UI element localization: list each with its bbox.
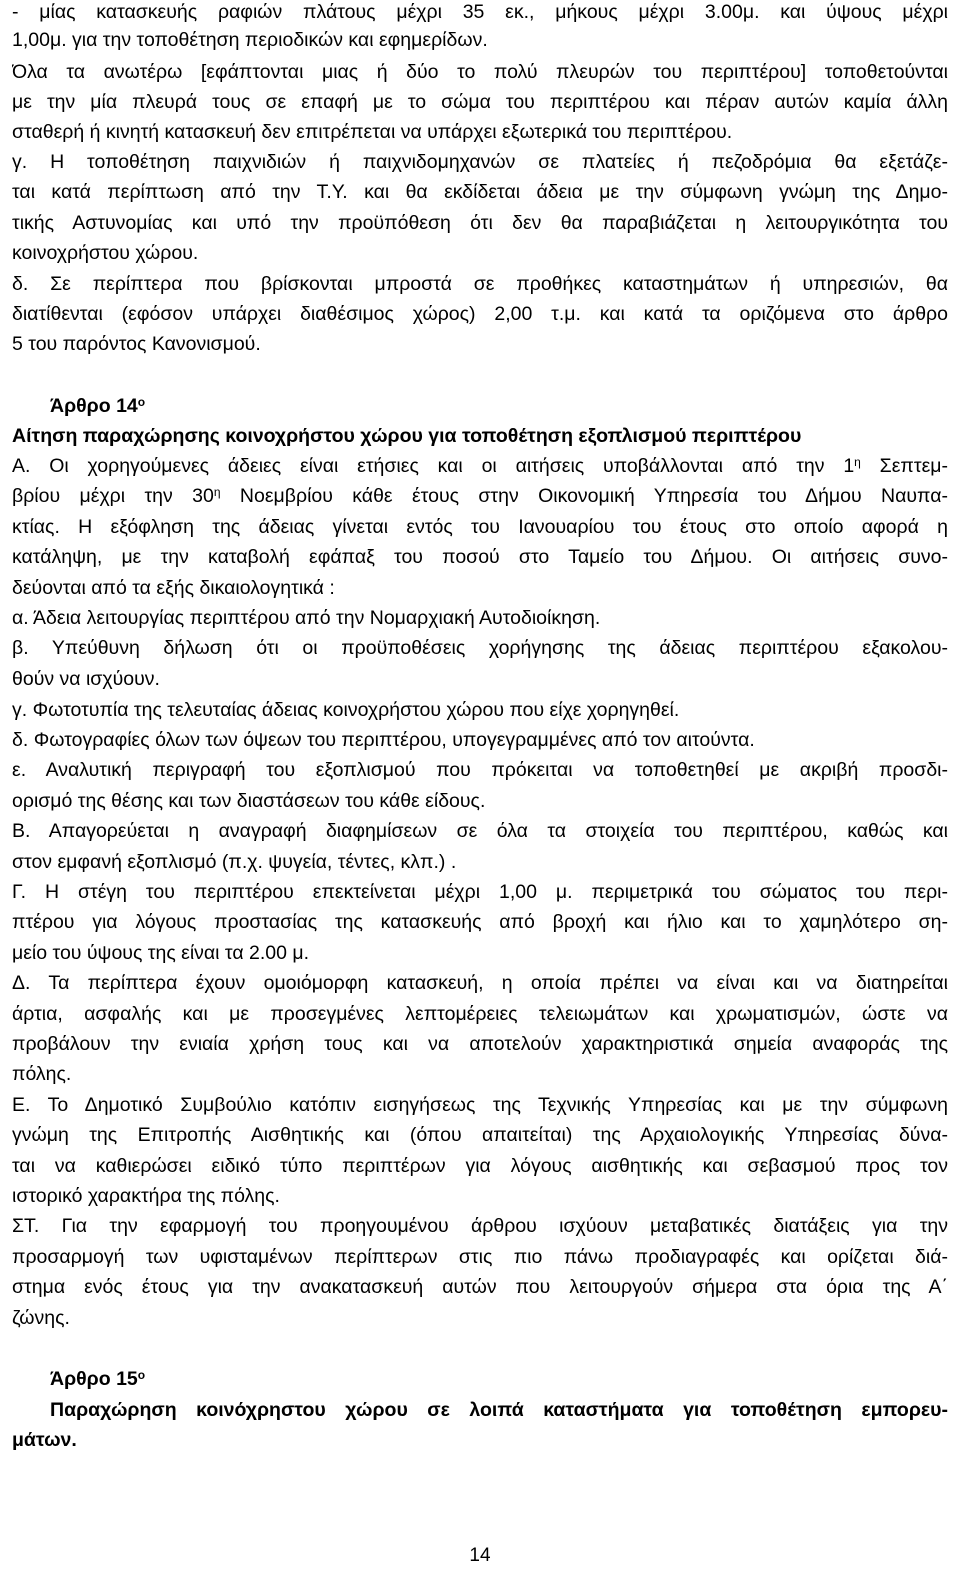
text-line: γ. Φωτοτυπία της τελευταίας άδειας κοινοχρήστου χώρου που είχε χορηγηθεί. [12, 699, 680, 721]
text-line: 5 του παρόντος Κανονισμού. [12, 333, 261, 355]
page-number: 14 [469, 1545, 491, 1566]
article-15-title-cont: μάτων. [12, 1429, 77, 1451]
text-line: άρτια, ασφαλής και με προσεγμένες λεπτομέρειες τελειωμάτων και χρωματισμών, ώστε να [12, 1003, 948, 1025]
text-line: ται να καθιερώσει ειδικό τύπο περιπτέρων για λόγους αισθητικής και σεβασμού προς τον [12, 1155, 948, 1177]
article-15-heading: Άρθρο $15^o$ [50, 1368, 146, 1390]
text-line: δ. Σε περίπτερα που βρίσκονται μπροστά σε προθήκες καταστημάτων ή υπηρεσιών, θα [12, 273, 948, 295]
text-line: τικής Αστυνομίας και υπό την προϋπόθεση ότι δεν θα παραβιάζεται η λειτουργικότητα του [12, 212, 948, 234]
text-line: βρίου μέχρι την $30^\eta$ Νοεμβρίου κάθε έτους στην Οικονομική Υπηρεσία του Δήμου Ναυπα- [12, 485, 948, 507]
text-line: Γ. Η στέγη του περιπτέρου επεκτείνεται μέχρι 1,00 μ. περιμετρικά του σώματος του περι- [12, 881, 948, 903]
text-line: ΣΤ. Για την εφαρμογή του προηγουμένου άρθρου ισχύουν μεταβατικές διατάξεις για την [12, 1215, 948, 1237]
text-line: δεύονται από τα εξής δικαιολογητικά : [12, 577, 335, 599]
text-line: δ. Φωτογραφίες όλων των όψεων του περιπτέρου, υπογεγραμμένες από τον αιτούντα. [12, 729, 755, 751]
text-line: ορισμό της θέσης και των διαστάσεων του κάθε είδους. [12, 790, 486, 812]
text-line: Όλα τα ανωτέρω [εφάπτονται μιας ή δύο το πολύ πλευρών του περιπτέρου] τοποθετούνται [12, 61, 948, 83]
text-line: θούν να ισχύουν. [12, 668, 160, 690]
text-line: γ. Η τοποθέτηση παιχνιδιών ή παιχνιδομηχανών σε πλατείες ή πεζοδρόμια θα εξετάζε- [12, 151, 948, 173]
text-line: Ε. Το Δημοτικό Συμβούλιο κατόπιν εισηγήσεως της Τεχνικής Υπηρεσίας και με την σύμφωνη [12, 1094, 948, 1116]
article-14-title: Αίτηση παραχώρησης κοινοχρήστου χώρου για τοποθέτηση εξοπλισμού περιπτέρου [12, 425, 802, 447]
text-line: ζώνης. [12, 1307, 70, 1329]
text-line: 1,00μ. για την τοποθέτηση περιοδικών και εφημερίδων. [12, 29, 488, 51]
text-line: κοινοχρήστου χώρου. [12, 242, 199, 264]
text-line: β. Υπεύθυνη δήλωση ότι οι προϋποθέσεις χορήγησης της άδειας περιπτέρου εξακολου- [12, 637, 948, 659]
text-line: προβάλουν την ενιαία χρήση τους και να αποτελούν χαρακτηριστικά σημεία αναφοράς της [12, 1033, 948, 1055]
text-line: - μίας κατασκευής ραφιών πλάτους μέχρι 35 εκ., μήκους μέχρι 3.00μ. και ύψους μέχρι [12, 1, 948, 23]
text-line: α. Άδεια λειτουργίας περιπτέρου από την Νομαρχιακή Αυτοδιοίκηση. [12, 607, 601, 629]
text-line: ε. Αναλυτική περιγραφή του εξοπλισμού που πρόκειται να τοποθετηθεί με ακριβή προσδι- [12, 759, 948, 781]
text-line: στημα ενός έτους για την ανακατασκευή αυτών που λειτουργούν σήμερα στα όρια της Α΄ [12, 1276, 948, 1298]
text-line: πτέρου για λόγους προστασίας της κατασκευής από βροχή και ήλιο και το χαμηλότερο ση- [12, 911, 948, 933]
text-line: Β. Απαγορεύεται η αναγραφή διαφημίσεων σε όλα τα στοιχεία του περιπτέρου, καθώς και [12, 820, 948, 842]
text-line: κατάληψη, με την καταβολή εφάπαξ του ποσού στο Ταμείο του Δήμου. Οι αιτήσεις συνο- [12, 546, 948, 568]
text-line: Α. Οι χορηγούμενες άδειες είναι ετήσιες και οι αιτήσεις υποβάλλονται από την $1^\eta$ Σεπτεμ- [12, 455, 948, 477]
text-line: προσαρμογή των υφισταμένων περίπτερων στις πιο πάνω προδιαγραφές και ορίζεται διά- [12, 1246, 948, 1268]
text-line: γνώμη της Επιτροπής Αισθητικής και (όπου απαιτείται) της Αρχαιολογικής Υπηρεσίας δύνα- [12, 1124, 948, 1146]
text-line: με την μία πλευρά τους σε επαφή με το σώμα του περιπτέρου και πέραν αυτών καμία άλλη [12, 91, 948, 113]
text-line: διατίθενται (εφόσον υπάρχει διαθέσιμος χώρος) 2,00 τ.μ. και κατά τα οριζόμενα στο άρθρο [12, 303, 948, 325]
text-line: σταθερή ή κινητή κατασκευή δεν επιτρέπεται να υπάρχει εξωτερικά του περιπτέρου. [12, 121, 733, 143]
text-line: ται κατά περίπτωση από την Τ.Υ. και θα εκδίδεται άδεια με την σύμφωνη γνώμη της Δημο- [12, 181, 948, 203]
text-line: Δ. Τα περίπτερα έχουν ομοιόμορφη κατασκευή, η οποία πρέπει να είναι και να διατηρείται [12, 972, 948, 994]
text-line: στον εμφανή εξοπλισμό (π.χ. ψυγεία, τέντες, κλπ.) . [12, 851, 457, 873]
article-14-heading: Άρθρο $14^o$ [50, 395, 146, 417]
text-line: μείο του ύψους της είναι τα 2.00 μ. [12, 942, 310, 964]
text-line: κτίας. Η εξόφληση της άδειας γίνεται εντός του Ιανουαρίου του έτους στο οποίο αφορά η [12, 516, 948, 538]
text-line: ιστορικό χαρακτήρα της πόλης. [12, 1185, 280, 1207]
article-15-title: Παραχώρηση κοινόχρηστου χώρου σε λοιπά καταστήματα για τοποθέτηση εμπορευ- [50, 1399, 948, 1421]
text-line: πόλης. [12, 1063, 72, 1085]
